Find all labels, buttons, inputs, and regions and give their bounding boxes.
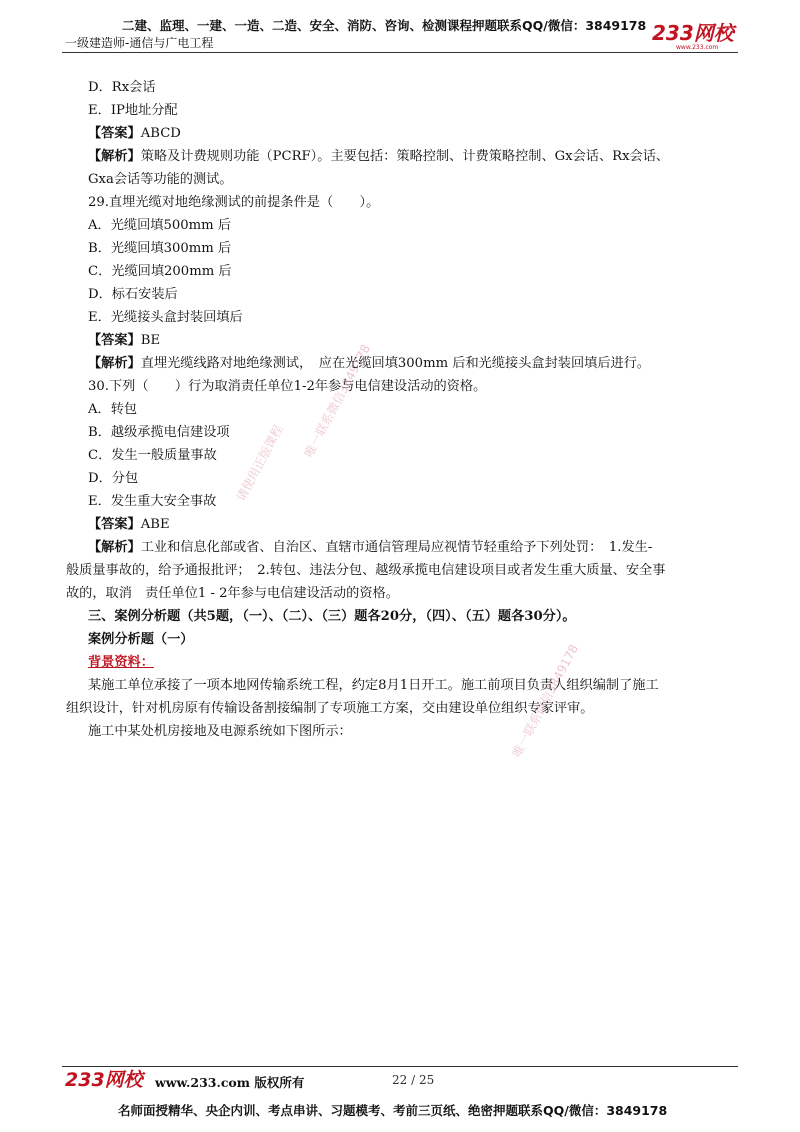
analysis-continuation: 般质量事故的，给予通报批评； 2.转包、违法分包、越级承揽电信建设项目或者发生重大质量、安全事	[66, 563, 666, 578]
question-29: 29.直埋光缆对地绝缘测试的前提条件是（ ）。	[88, 195, 380, 210]
header-logo-url: www.233.com	[676, 44, 719, 50]
header-promo-text: 二建、监理、一建、一造、二造、安全、消防、咨询、检测课程押题联系QQ/微信：3849178	[122, 18, 647, 33]
header-logo	[652, 20, 738, 54]
analysis-continuation: 故的，取消 责任单位1 - 2年参与电信建设活动的资格。	[66, 586, 399, 601]
analysis-tag: 【解析】	[88, 149, 141, 164]
footer-logo-text: 233网校	[65, 1069, 143, 1091]
analysis-line: 【解析】工业和信息化部或省、自治区、直辖市通信管理局应视情节轻重给予下列处罚： 1.发生-	[88, 540, 653, 555]
footer-divider	[62, 1066, 738, 1067]
answer-line: 【答案】ABE	[88, 517, 170, 532]
analysis-continuation: Gxa会话等功能的测试。	[88, 172, 233, 187]
case-paragraph-continuation: 组织设计，针对机房原有传输设备割接编制了专项施工方案，交由建设单位组织专家评审。	[66, 701, 594, 716]
option-line: E．发生重大安全事故	[88, 494, 217, 509]
footer-promo-text: 名师面授精华、央企内训、考点串讲、习题模考、考前三页纸、绝密押题联系QQ/微信：3849178	[118, 1103, 668, 1118]
document-body	[66, 76, 738, 743]
footer-site: www.233.com 版权所有	[155, 1075, 305, 1090]
answer-tag: 【答案】	[88, 333, 141, 348]
question-30: 30.下列（ ）行为取消责任单位1-2年参与电信建设活动的资格。	[88, 379, 487, 394]
answer-line: 【答案】BE	[88, 333, 161, 348]
option-line: D．分包	[88, 471, 139, 486]
case-paragraph: 施工中某处机房接地及电源系统如下图所示：	[88, 724, 352, 739]
watermark-1: 请使用正版课程	[233, 422, 286, 504]
footer-logo	[65, 1068, 151, 1096]
option-line: B．光缆回填300mm 后	[88, 241, 232, 256]
analysis-line: 【解析】直埋光缆线路对地绝缘测试， 应在光缆回填300mm 后和光缆接头盒封装回填后进行。	[88, 356, 651, 371]
header-logo-text: 233网校	[652, 21, 734, 45]
option-line: E．光缆接头盒封装回填后	[88, 310, 243, 325]
answer-tag: 【答案】	[88, 517, 141, 532]
answer-line: 【答案】ABCD	[88, 126, 181, 141]
option-line: E．IP地址分配	[88, 103, 178, 118]
background-label: 背景资料：	[88, 655, 154, 670]
watermark-3: 唯一联系微信3849178	[509, 642, 582, 760]
case-title: 案例分析题（一）	[88, 632, 194, 647]
option-line: A．转包	[88, 402, 138, 417]
header-subtitle: 一级建造师-通信与广电工程	[65, 36, 214, 50]
option-line: C．发生一般质量事故	[88, 448, 217, 463]
option-line: A．光缆回填500mm 后	[88, 218, 232, 233]
option-line: D．Rx会话	[88, 80, 156, 95]
answer-tag: 【答案】	[88, 126, 141, 141]
analysis-tag: 【解析】	[88, 356, 141, 371]
header-divider	[62, 52, 738, 53]
case-paragraph: 某施工单位承接了一项本地网传输系统工程，约定8月1日开工。施工前项目负责人组织编制了施工	[88, 678, 659, 693]
analysis-line: 【解析】策略及计费规则功能（PCRF）。主要包括：策略控制、计费策略控制、Gx会话、Rx会话、	[88, 149, 670, 164]
analysis-tag: 【解析】	[88, 540, 141, 555]
watermark-2: 唯一联系微信3849178	[301, 342, 374, 460]
option-line: B．越级承揽电信建设项	[88, 425, 230, 440]
option-line: C．光缆回填200mm 后	[88, 264, 232, 279]
option-line: D．标石安装后	[88, 287, 178, 302]
page-number: 22 / 25	[392, 1073, 435, 1087]
section-title: 三、案例分析题（共5题，（一）、（二）、（三）题各20分，（四）、（五）题各30分）。	[88, 609, 576, 624]
background-label-line	[88, 651, 738, 674]
